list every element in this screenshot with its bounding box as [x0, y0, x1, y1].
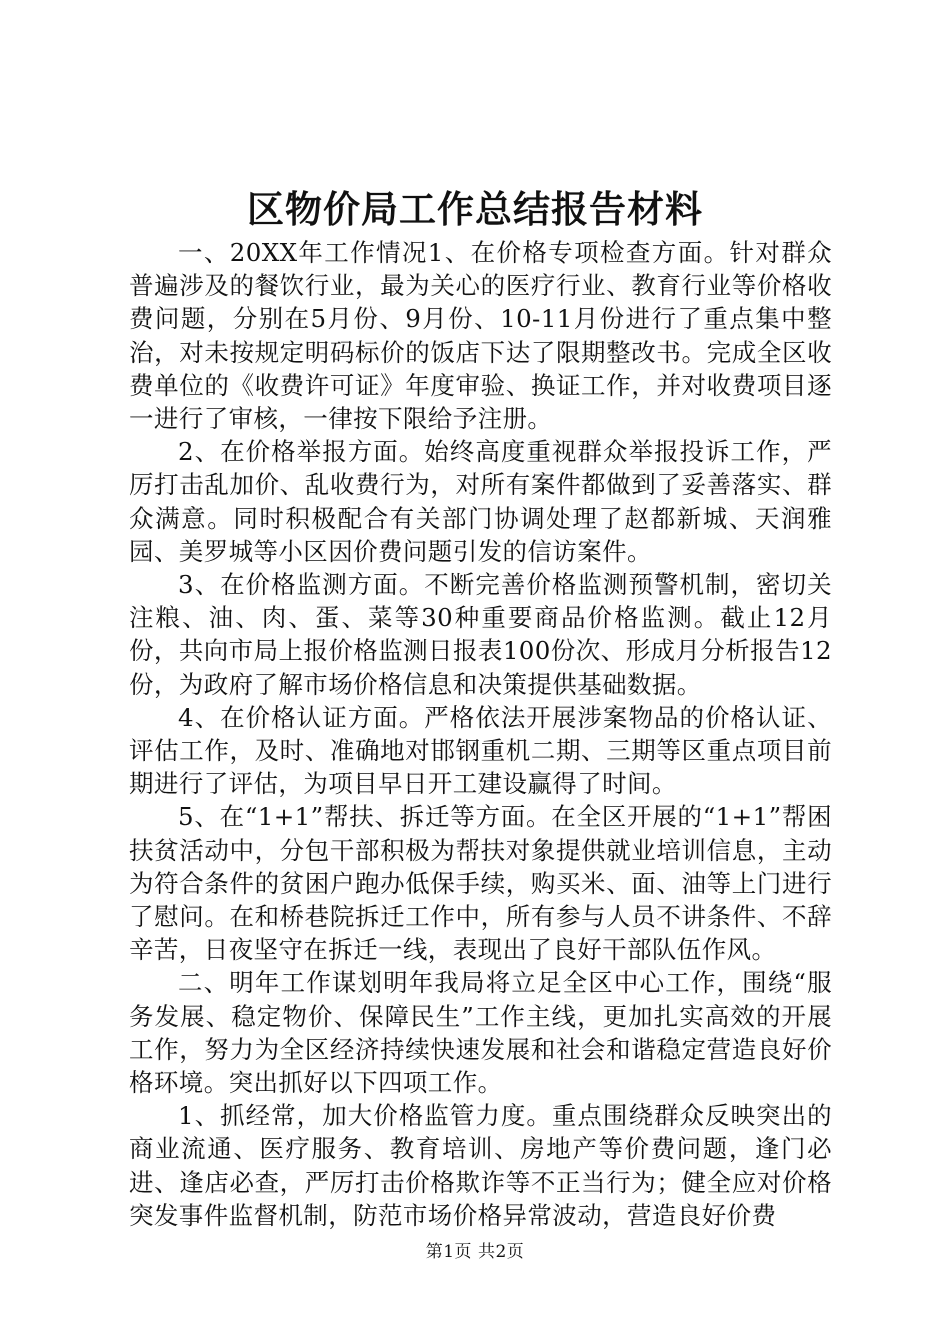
- paragraph-next-year-plan: 二、明年工作谋划明年我局将立足全区中心工作，围绕“服务发展、稳定物价、保障民生”工作主线，更加扎实高效的开展工作，努力为全区经济持续快速发展和社会和谐稳定营造良好价格环境。突出抓好以下四项工作。: [129, 968, 832, 1098]
- paragraph-price-reporting: 2、在价格举报方面。始终高度重视群众举报投诉工作，严厉打击乱加价、乱收费行为，对所有案件都做到了妥善落实、群众满意。同时积极配合有关部门协调处理了赵都新城、天润雅园、美罗城等小区因价费问题引发的信访案件。: [129, 437, 832, 566]
- document-body: [129, 236, 832, 1232]
- paragraph-price-monitoring: 3、在价格监测方面。不断完善价格监测预警机制，密切关注粮、油、肉、蛋、菜等30种重要商品价格监测。截止12月份，共向市局上报价格监测日报表100份次、形成月分析报告12份，为政府了解市场价格信息和决策提供基础数据。: [129, 570, 832, 699]
- page-number-footer: 第1页 共2页: [425, 1242, 525, 1262]
- document-title: 区物价局工作总结报告材料: [247, 187, 703, 231]
- paragraph-poverty-assistance: 5、在“1+1”帮扶、拆迁等方面。在全区开展的“1+1”帮困扶贫活动中，分包干部积极为帮扶对象提供就业培训信息，主动为符合条件的贫困户跑办低保手续，购买米、面、油等上门进行了慰问。在和桥巷院拆迁工作中，所有参与人员不讲条件、不辞辛苦，日夜坚守在拆迁一线，表现出了良好干部队伍作风。: [129, 802, 832, 965]
- paragraph-price-supervision: 1、抓经常，加大价格监管力度。重点围绕群众反映突出的商业流通、医疗服务、教育培训、房地产等价费问题，逢门必进、逢店必查，严厉打击价格欺诈等不正当行为；健全应对价格突发事件监督机制，防范市场价格异常波动，营造良好价费: [129, 1101, 832, 1230]
- paragraph-work-summary-intro: 一、20XX年工作情况1、在价格专项检查方面。针对群众普遍涉及的餐饮行业，最为关心的医疗行业、教育行业等价格收费问题，分别在5月份、9月份、10-11月份进行了重点集中整治，对未按规定明码标价的饭店下达了限期整改书。完成全区收费单位的《收费许可证》年度审验、换证工作，并对收费项目逐一进行了审核，一律按下限给予注册。: [129, 238, 832, 434]
- paragraph-price-certification: 4、在价格认证方面。严格依法开展涉案物品的价格认证、评估工作，及时、准确地对邯钢重机二期、三期等区重点项目前期进行了评估，为项目早日开工建设赢得了时间。: [129, 702, 832, 799]
